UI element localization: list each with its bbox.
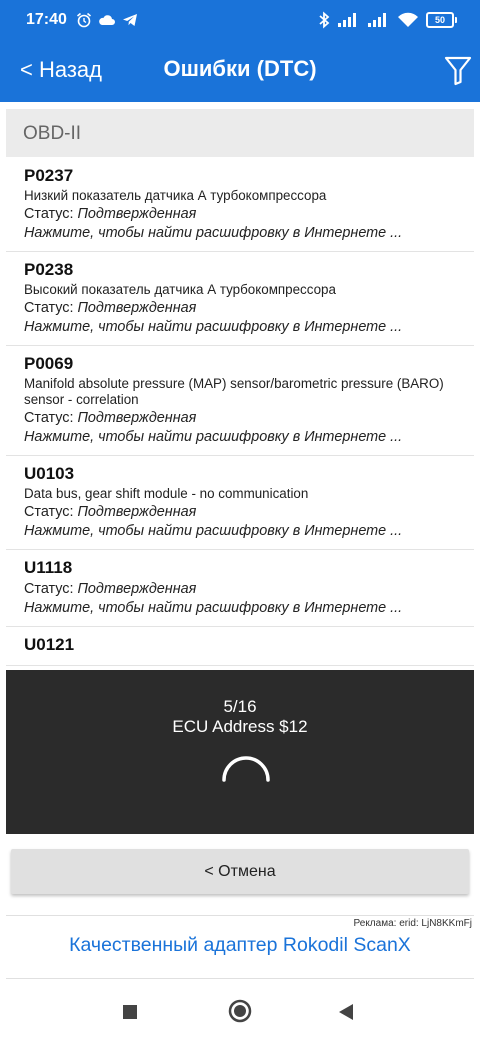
status-label: Статус: xyxy=(24,504,74,520)
status-value: Подтвержденная xyxy=(77,410,197,426)
dtc-status xyxy=(24,205,474,224)
filter-button[interactable] xyxy=(440,51,476,89)
dtc-description: Высокий показатель датчика А турбокомпрессора xyxy=(24,282,336,297)
triangle-back-icon[interactable] xyxy=(338,1003,354,1021)
dtc-status xyxy=(24,580,474,599)
circle-icon[interactable] xyxy=(228,999,252,1023)
dtc-description: Data bus, gear shift module - no communication xyxy=(24,486,309,501)
ad-link[interactable]: Качественный адаптер Rokodil ScanX xyxy=(69,934,411,956)
notification-icons xyxy=(76,10,138,30)
status-label: Статус: xyxy=(24,300,74,316)
dtc-description: Низкий показатель датчика А турбокомпрессора xyxy=(24,188,327,203)
search-link[interactable]: Нажмите, чтобы найти расшифровку в Интернете ... xyxy=(24,523,403,539)
list-item[interactable] xyxy=(6,550,474,627)
loading-spinner-icon xyxy=(216,750,276,810)
dtc-list xyxy=(6,158,474,666)
dtc-code: P0237 xyxy=(24,166,74,185)
dtc-code: U0121 xyxy=(24,635,75,654)
list-item[interactable] xyxy=(6,627,474,666)
telegram-icon xyxy=(122,13,138,27)
ad-label: Реклама: erid: LjN8KKmFj xyxy=(353,918,472,929)
dtc-code: U0103 xyxy=(24,464,75,483)
dtc-status xyxy=(24,409,474,428)
status-time: 17:40 xyxy=(26,11,67,28)
divider xyxy=(6,915,474,916)
signal-icon xyxy=(338,13,360,27)
dtc-status xyxy=(24,299,474,318)
divider xyxy=(6,978,474,979)
dtc-description: Manifold absolute pressure (MAP) sensor/barometric pressure (BARO) sensor - correlation xyxy=(24,376,444,407)
status-value: Подтвержденная xyxy=(77,581,197,597)
progress-count: 5/16 xyxy=(223,697,257,716)
battery-icon: 50 xyxy=(426,12,454,28)
search-link[interactable]: Нажмите, чтобы найти расшифровку в Интернете ... xyxy=(24,225,403,241)
status-value: Подтвержденная xyxy=(77,300,197,316)
navigation-bar xyxy=(0,982,480,1040)
ecu-address: ECU Address $12 xyxy=(172,717,308,736)
section-header xyxy=(6,109,474,157)
list-item[interactable] xyxy=(6,158,474,252)
search-link[interactable]: Нажмите, чтобы найти расшифровку в Интернете ... xyxy=(24,600,403,616)
status-value: Подтвержденная xyxy=(77,206,197,222)
dtc-code: P0069 xyxy=(24,354,74,373)
section-title: OBD-II xyxy=(23,123,82,144)
filter-icon xyxy=(440,51,476,89)
back-button[interactable]: < Назад xyxy=(20,57,102,82)
page-title: Ошибки (DTC) xyxy=(163,56,317,81)
dtc-code: P0238 xyxy=(24,260,74,279)
bluetooth-icon xyxy=(318,11,330,29)
status-label: Статус: xyxy=(24,410,74,426)
status-value: Подтвержденная xyxy=(77,504,197,520)
list-item[interactable] xyxy=(6,252,474,346)
list-item[interactable] xyxy=(6,346,474,456)
status-bar xyxy=(0,0,480,40)
search-link[interactable]: Нажмите, чтобы найти расшифровку в Интернете ... xyxy=(24,319,403,335)
alarm-icon xyxy=(76,12,92,28)
app-bar xyxy=(0,40,480,102)
dtc-status xyxy=(24,503,474,522)
status-label: Статус: xyxy=(24,206,74,222)
list-item[interactable] xyxy=(6,456,474,550)
progress-dialog xyxy=(6,670,474,834)
dtc-code: U1118 xyxy=(24,558,73,577)
system-icons xyxy=(318,10,454,30)
signal-icon-2 xyxy=(368,13,390,27)
wifi-icon xyxy=(398,12,418,28)
cloud-icon xyxy=(98,13,116,27)
search-link[interactable]: Нажмите, чтобы найти расшифровку в Интернете ... xyxy=(24,429,403,445)
square-icon[interactable] xyxy=(122,1004,138,1020)
cancel-button[interactable]: < Отмена xyxy=(11,849,469,894)
status-label: Статус: xyxy=(24,581,74,597)
